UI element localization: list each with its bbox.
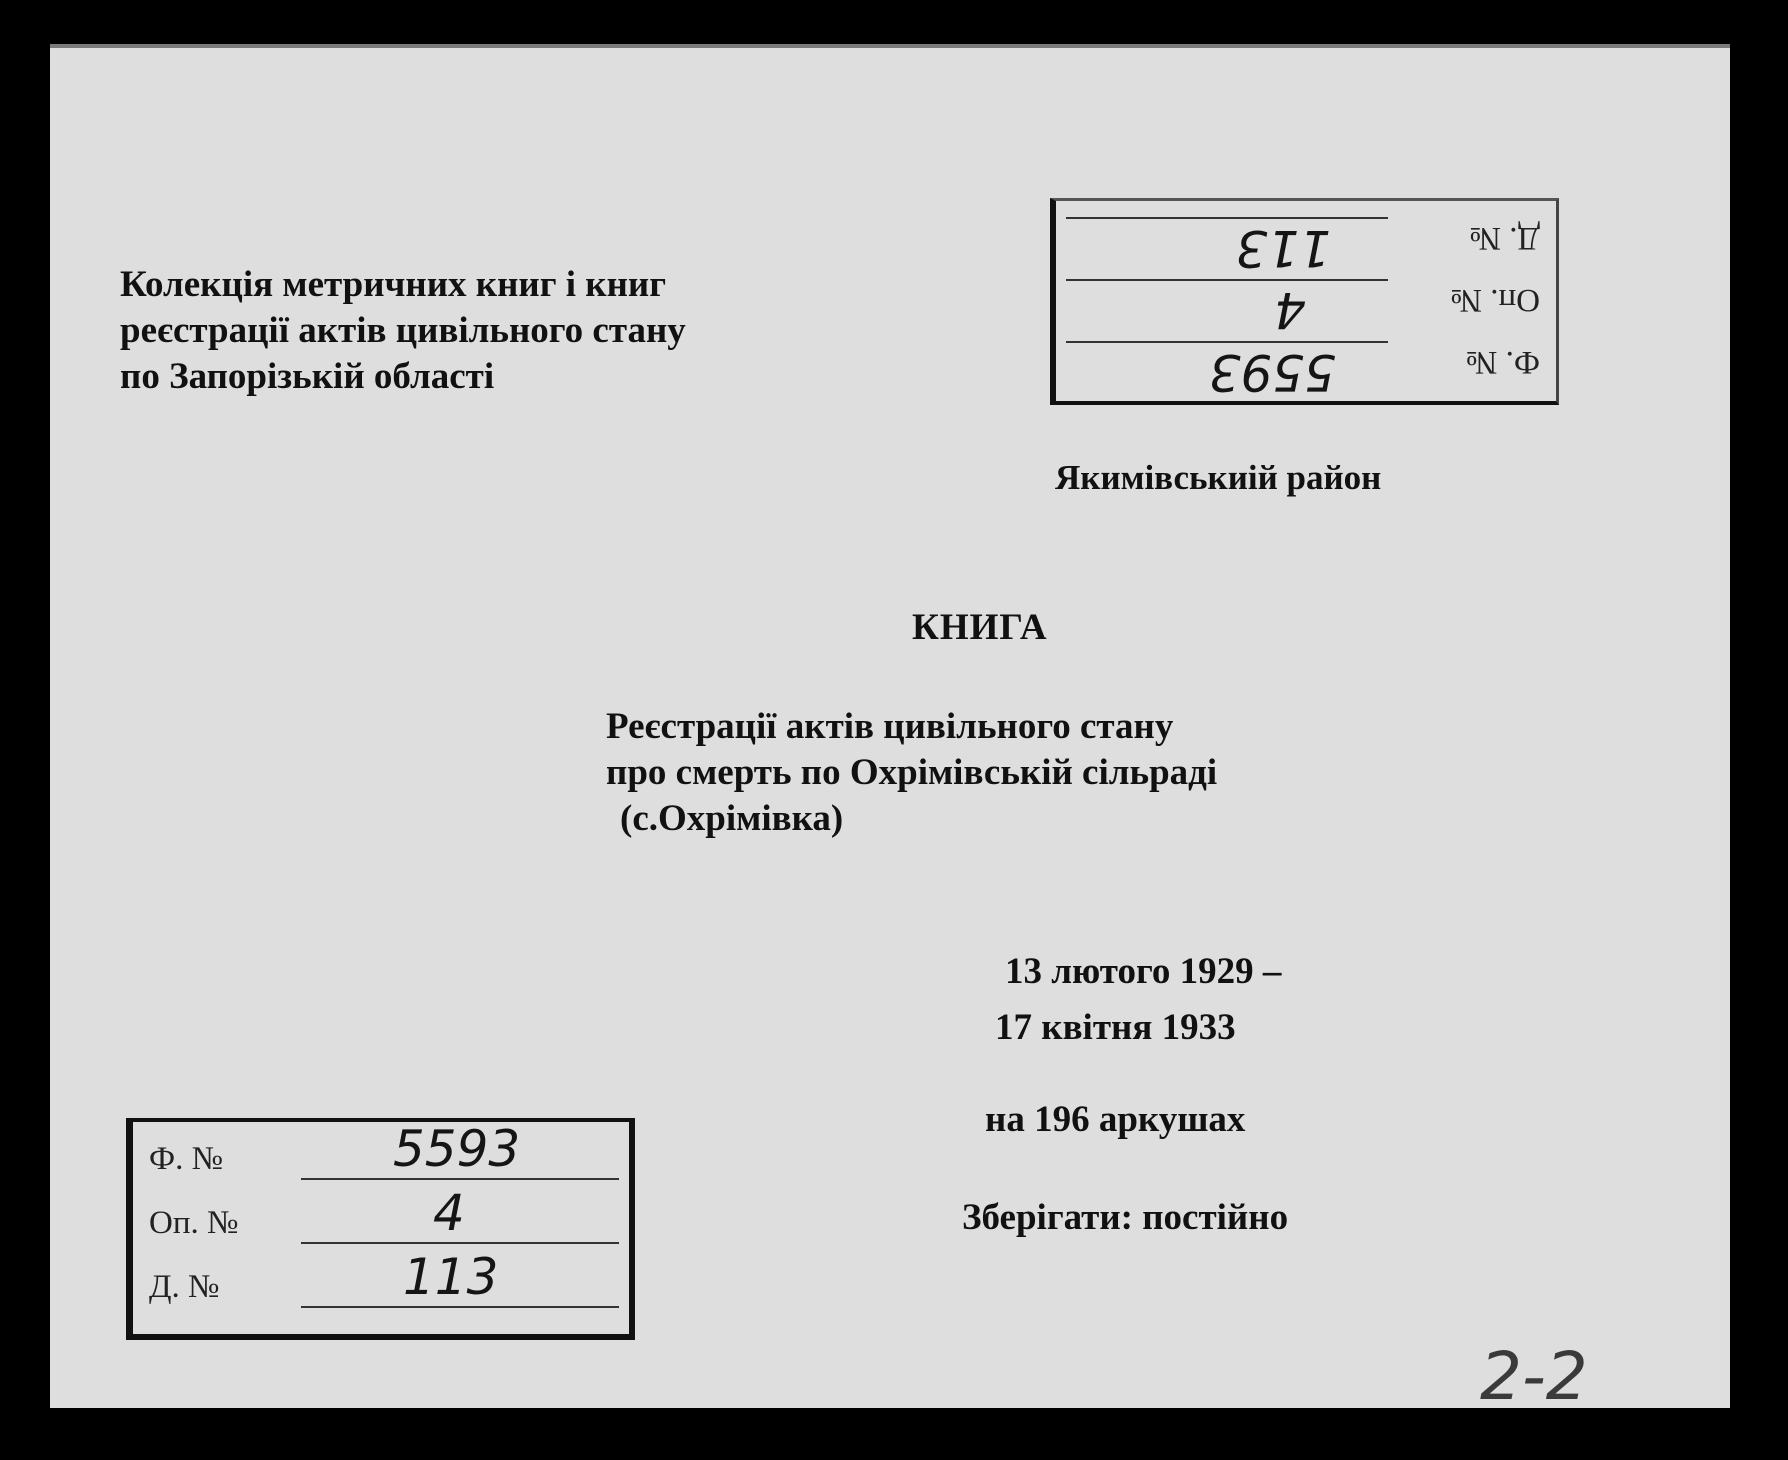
collection-line: реєстрації актів цивільного стану <box>120 310 686 351</box>
collection-line: Колекція метричних книг і книг <box>120 264 667 305</box>
stamp-underline <box>301 1242 619 1244</box>
archive-stamp-top <box>1050 198 1559 405</box>
stamp-sprava-label: Д. № <box>149 1269 220 1305</box>
stamp-fond-label: Ф. № <box>149 1141 224 1177</box>
sheet-count: на 196 аркушах <box>985 1099 1246 1140</box>
book-title: КНИГА <box>912 607 1048 648</box>
stamp-underline <box>301 1178 619 1180</box>
stamp-row-fond <box>133 1120 629 1186</box>
stamp-opys-value: 4 <box>433 1184 465 1242</box>
stamp-opys-label: Оп. № <box>1450 282 1540 318</box>
stamp-underline <box>301 1306 619 1308</box>
stamp-fond-value: 5593 <box>1208 343 1336 401</box>
stamp-sprava-label: Д. № <box>1469 220 1540 256</box>
collection-header <box>120 262 686 400</box>
date-range <box>995 944 1282 1056</box>
description-line: (с.Охрімівка) <box>620 798 844 839</box>
stamp-row-opys <box>1056 273 1556 339</box>
description-line: про смерть по Охрімівській сільраді <box>606 752 1218 793</box>
book-description <box>606 704 1217 842</box>
archive-stamp-bottom <box>126 1118 635 1340</box>
district-label: Якимівськиій район <box>1055 458 1382 497</box>
collection-line: по Запорізькій області <box>120 356 495 397</box>
stamp-underline <box>1066 217 1388 219</box>
stamp-row-fond <box>1056 335 1556 401</box>
stamp-sprava-value: 113 <box>403 1248 499 1306</box>
date-end: 17 квітня 1933 <box>995 1007 1236 1048</box>
stamp-opys-label: Оп. № <box>149 1205 239 1241</box>
stamp-fond-label: Ф. № <box>1465 344 1540 380</box>
stamp-row-opys <box>133 1184 629 1250</box>
date-start: 13 лютого 1929 – <box>1005 951 1282 992</box>
stamp-opys-value: 4 <box>1274 281 1306 339</box>
stamp-underline <box>1066 279 1388 281</box>
stamp-row-sprava <box>133 1248 629 1314</box>
handwritten-margin-note: 2-2 <box>1480 1338 1588 1415</box>
description-line: Реєстрації актів цивільного стану <box>606 706 1174 747</box>
stamp-sprava-value: 113 <box>1235 219 1331 277</box>
document-page <box>50 44 1730 1415</box>
stamp-fond-value: 5593 <box>393 1120 521 1178</box>
stamp-row-sprava <box>1056 211 1556 277</box>
storage-term: Зберігати: постійно <box>962 1197 1289 1238</box>
